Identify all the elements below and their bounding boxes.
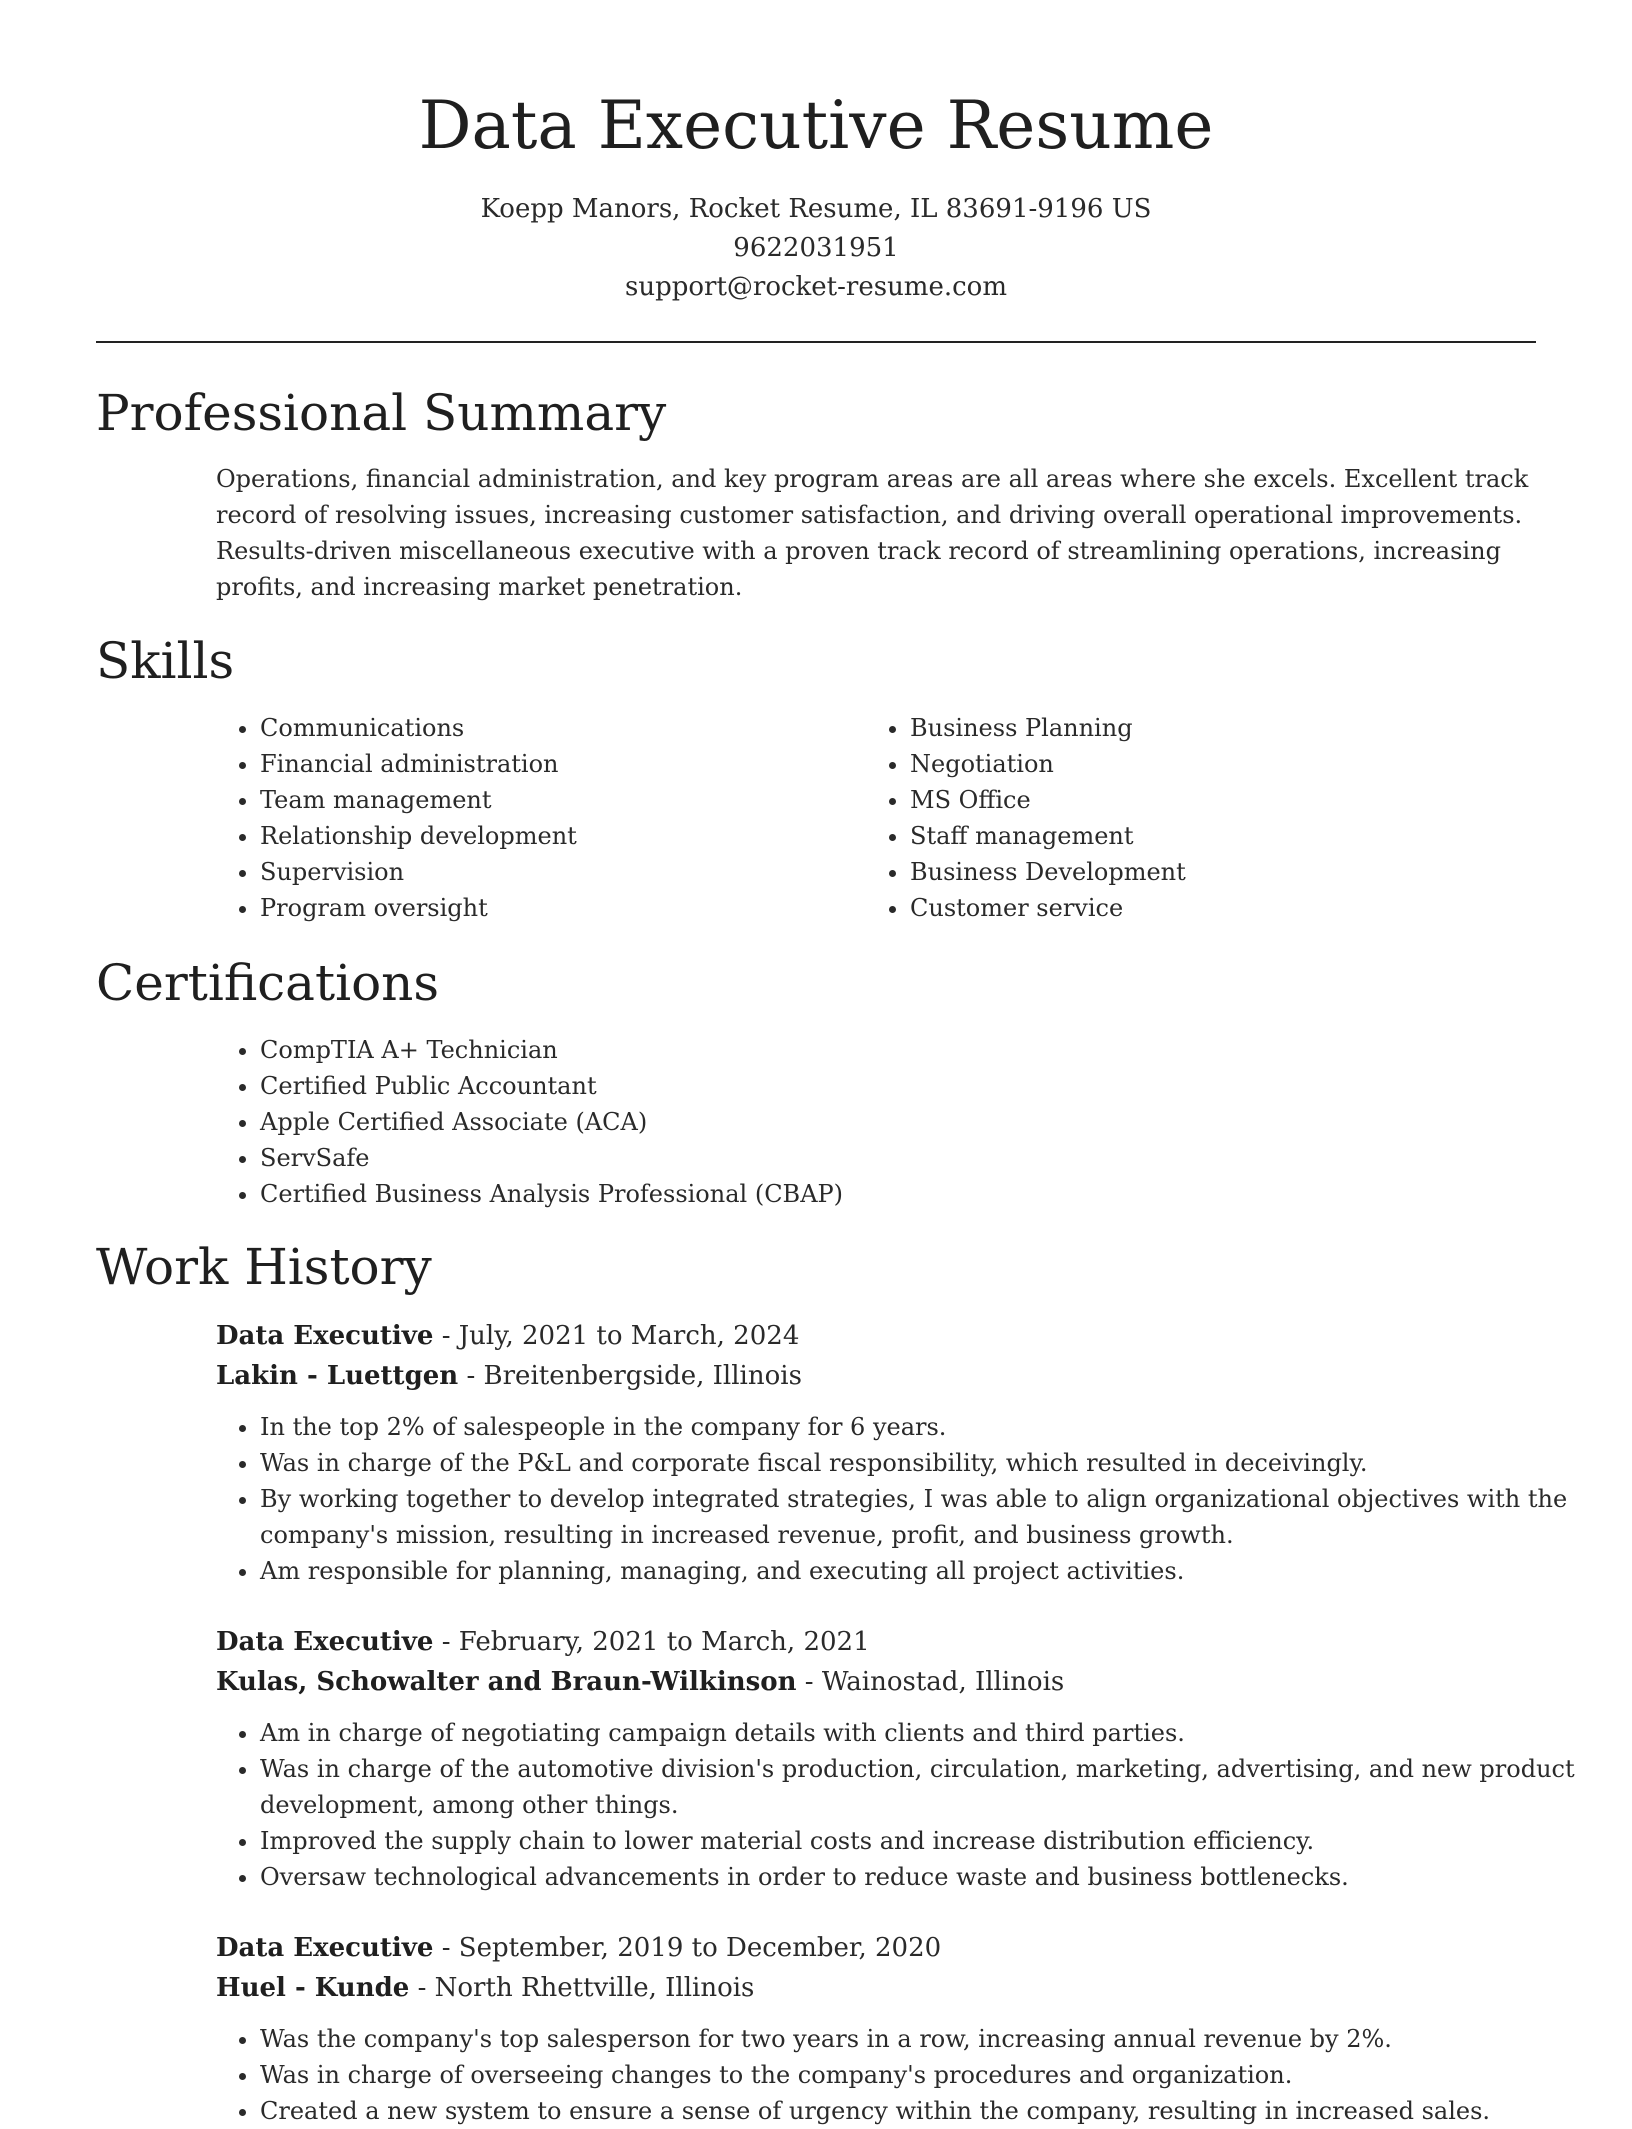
skills-list-left — [216, 710, 820, 926]
job-title-line — [216, 1622, 870, 1662]
job-bullet: • Am responsible for planning, managing, and executing all project activities. — [260, 1553, 1580, 1589]
certification-item: • Certified Public Accountant — [260, 1068, 1580, 1104]
summary-heading: Professional Summary — [96, 384, 667, 442]
contact-address: Koepp Manors, Rocket Resume, IL 83691-9196 US — [480, 194, 1152, 224]
skill-item: • MS Office — [910, 782, 1510, 818]
job-dates: - February, 2021 to March, 2021 — [433, 1627, 870, 1657]
skill-item: • Customer service — [910, 890, 1510, 926]
work-history-heading: Work History — [96, 1238, 432, 1296]
certification-item: • Certified Business Analysis Professional (CBAP) — [260, 1176, 1580, 1212]
job-company-line — [216, 1968, 754, 2008]
skill-item: • Program oversight — [260, 890, 820, 926]
job-bullet: • Oversaw technological advancements in order to reduce waste and business bottlenecks. — [260, 1859, 1580, 1895]
job-title: Data Executive — [216, 1627, 434, 1657]
job-bullet: • Was in charge of the P&L and corporate fiscal responsibility, which resulted in deceivingly. — [260, 1445, 1580, 1481]
resume-header — [0, 0, 1632, 307]
job-dates: - July, 2021 to March, 2024 — [433, 1321, 800, 1351]
job-bullet: • Created a new system to ensure a sense of urgency within the company, resulting in increased sales. — [260, 2093, 1580, 2129]
skill-item: • Staff management — [910, 818, 1510, 854]
job-title: Data Executive — [216, 1933, 434, 1963]
skills-list-right — [866, 710, 1510, 926]
resume-title: Data Executive Resume — [418, 87, 1214, 164]
job-company: Lakin - Luettgen — [216, 1361, 459, 1391]
job-dates: - September, 2019 to December, 2020 — [433, 1933, 942, 1963]
certification-item: • ServSafe — [260, 1140, 1580, 1176]
skill-item: • Supervision — [260, 854, 820, 890]
job-location: - Wainostad, Illinois — [796, 1667, 1065, 1697]
contact-email: support@rocket-resume.com — [624, 272, 1007, 302]
skill-item: • Financial administration — [260, 746, 820, 782]
skill-item: • Negotiation — [910, 746, 1510, 782]
job-title: Data Executive — [216, 1321, 434, 1351]
job-location: - Breitenbergside, Illinois — [458, 1361, 802, 1391]
skill-item: • Business Development — [910, 854, 1510, 890]
job-company-line — [216, 1662, 1064, 1702]
skill-item: • Relationship development — [260, 818, 820, 854]
job-company: Kulas, Schowalter and Braun-Wilkinson — [216, 1667, 797, 1697]
job-location: - North Rhettville, Illinois — [409, 1973, 755, 2003]
header-divider — [96, 341, 1536, 343]
job-bullet: • In the top 2% of salespeople in the company for 6 years. — [260, 1409, 1580, 1445]
job-title-line — [216, 1316, 799, 1356]
job-company-line — [216, 1356, 802, 1396]
summary-text: Operations, financial administration, and key program areas are all areas where she excels. Excellent track record of resolving issues, increasing customer satisfaction, and driving overall operational improvements. Results-driven miscellaneous executive with a proven track record of streamlining operations, increasing profits, and increasing market penetration. — [216, 465, 1529, 601]
job-bullet: • Was in charge of the automotive division's production, circulation, marketing, advertising, and new product development, among other things. — [260, 1751, 1580, 1823]
job-bullets — [216, 1715, 1580, 1895]
job-title-line — [216, 1928, 941, 1968]
job-bullet: • By working together to develop integrated strategies, I was able to align organizational objectives with the company's mission, resulting in increased revenue, profit, and business growth. — [260, 1481, 1580, 1553]
job-bullet: • Improved the supply chain to lower material costs and increase distribution efficiency. — [260, 1823, 1580, 1859]
certifications-list — [216, 1032, 1580, 1212]
job-bullet: • Was the company's top salesperson for two years in a row, increasing annual revenue by 2%. — [260, 2021, 1580, 2057]
skills-heading: Skills — [96, 632, 235, 690]
skill-item: • Team management — [260, 782, 820, 818]
certification-item: • CompTIA A+ Technician — [260, 1032, 1580, 1068]
contact-phone: 9622031951 — [733, 233, 899, 263]
certifications-heading: Certifications — [96, 954, 440, 1012]
job-bullets — [216, 1409, 1580, 1589]
skill-item: • Communications — [260, 710, 820, 746]
certification-item: • Apple Certified Associate (ACA) — [260, 1104, 1580, 1140]
job-bullet: • Was in charge of overseeing changes to the company's procedures and organization. — [260, 2057, 1580, 2093]
job-bullets — [216, 2021, 1580, 2129]
skill-item: • Business Planning — [910, 710, 1510, 746]
job-company: Huel - Kunde — [216, 1973, 410, 2003]
job-bullet: • Am in charge of negotiating campaign details with clients and third parties. — [260, 1715, 1580, 1751]
